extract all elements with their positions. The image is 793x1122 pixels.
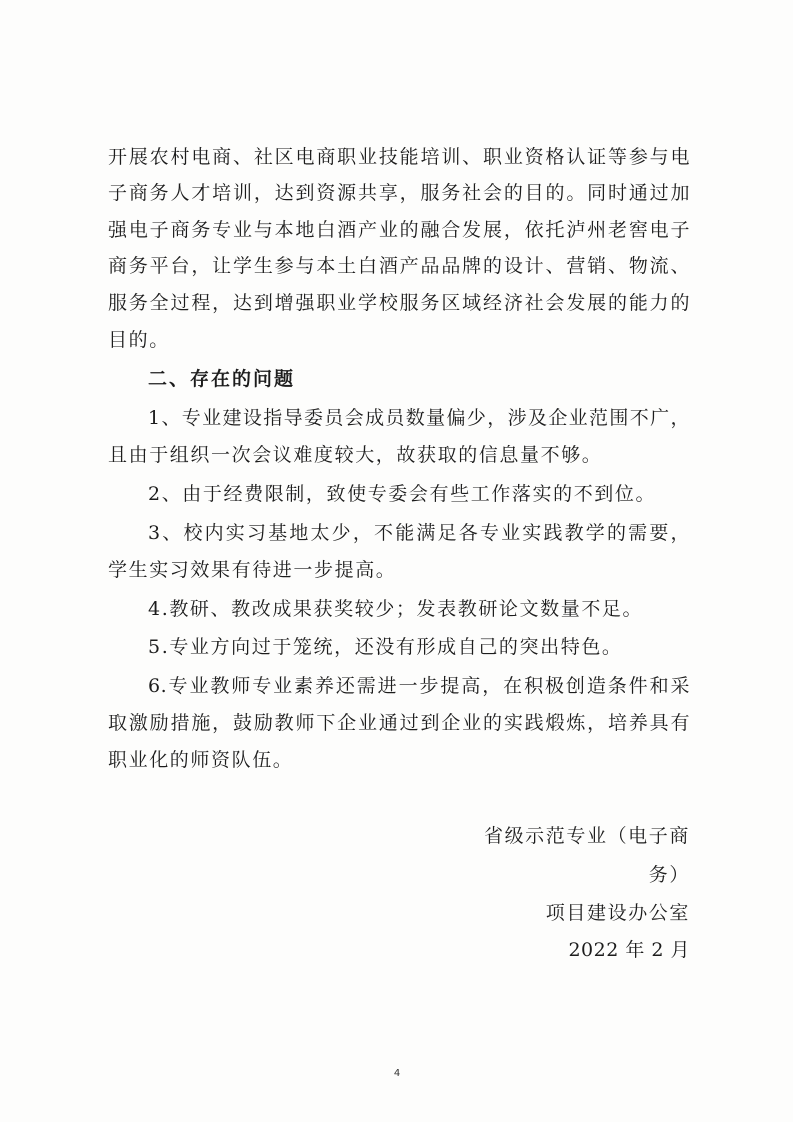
issue-line: 4.教研、教改成果获奖较少；发表教研论文数量不足。 <box>148 598 644 620</box>
section-heading: 二、存在的问题 <box>148 368 296 390</box>
signature-org-line-continued: 务） <box>648 864 690 886</box>
issue-line: 2、由于经费限制，致使专委会有些工作落实的不到位。 <box>148 483 657 505</box>
issue-line: 职业化的师资队伍。 <box>108 749 294 771</box>
text-line: 目的。 <box>108 329 170 351</box>
issue-line: 1、专业建设指导委员会成员数量偏少，涉及企业范围不广， <box>148 407 690 429</box>
signature-org-line: 省级示范专业（电子商 <box>483 825 690 847</box>
issue-line: 5.专业方向过于笼统，还没有形成自己的突出特色。 <box>148 636 623 658</box>
signature-date: 2022 年 2 月 <box>568 939 690 961</box>
text-line: 开展农村电商、社区电商职业技能培训、职业资格认证等参与电 <box>108 146 690 168</box>
issue-line: 学生实习效果有待进一步提高。 <box>108 559 397 581</box>
issue-line: 3、校内实习基地太少，不能满足各专业实践教学的需要， <box>148 522 690 544</box>
text-line: 强电子商务专业与本地白酒产业的融合发展，依托泸州老窖电子 <box>108 219 690 241</box>
issue-line: 取激励措施，鼓励教师下企业通过到企业的实践煅炼，培养具有 <box>108 712 690 734</box>
text-line: 服务全过程，达到增强职业学校服务区域经济社会发展的能力的 <box>108 292 690 314</box>
issue-line: 且由于组织一次会议难度较大，故获取的信息量不够。 <box>108 444 603 466</box>
issue-line: 6.专业教师专业素养还需进一步提高，在积极创造条件和采 <box>148 675 690 697</box>
page-number: 4 <box>393 1068 401 1079</box>
text-line: 子商务人才培训，达到资源共享，服务社会的目的。同时通过加 <box>108 182 690 204</box>
text-line: 商务平台，让学生参与本土白酒产品品牌的设计、营销、物流、 <box>108 255 690 277</box>
signature-office: 项目建设办公室 <box>545 902 690 924</box>
